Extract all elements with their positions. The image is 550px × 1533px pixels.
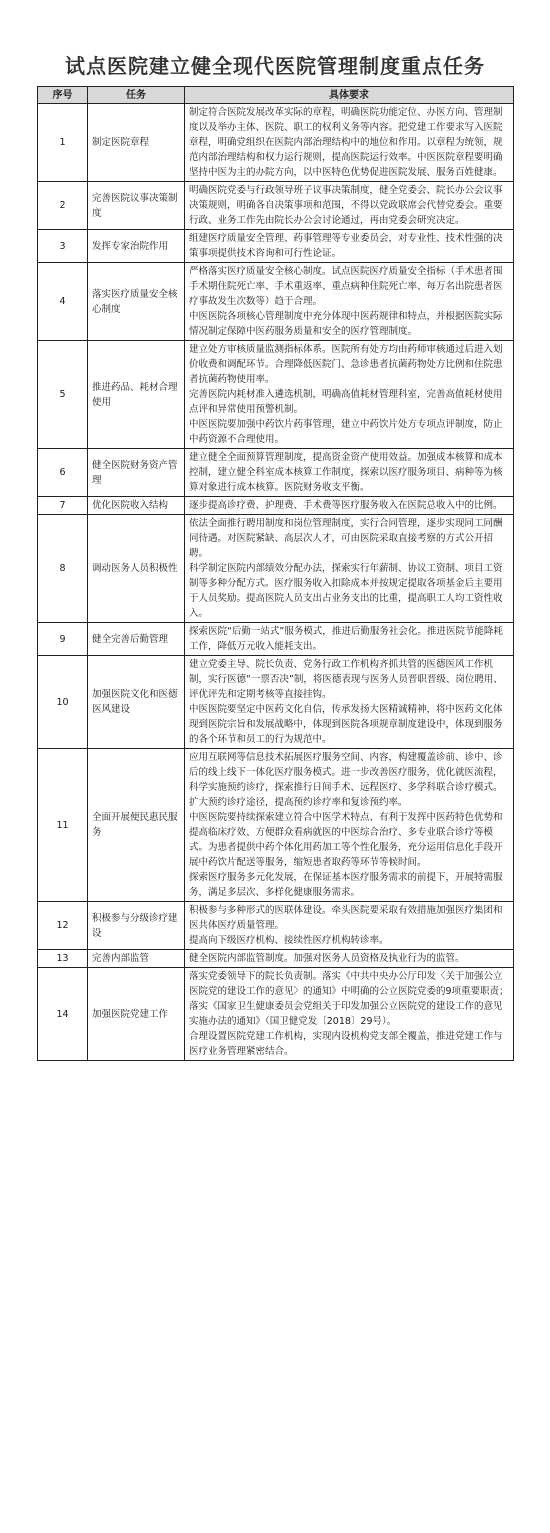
task-requirement — [185, 104, 514, 182]
table-row — [38, 104, 514, 182]
task-name: 完善内部监管 — [88, 950, 185, 968]
document-title: 试点医院建立健全现代医院管理制度重点任务 — [65, 54, 485, 78]
task-name: 健全完善后勤管理 — [88, 623, 185, 656]
requirement-paragraph: 探索医院“后勤一站式”服务模式，推进后勤服务社会化。推进医院节能降耗工作，降低万元收入能耗支出。 — [189, 626, 503, 652]
requirement-paragraph: 建立处方审核质量监测指标体系。医院所有处方均由药师审核通过后进入划价收费和调配环节。合理降低医院门、急诊患者抗菌药物处方比例和住院患者抗菌药物使用率。 — [189, 344, 503, 385]
table-header-row — [38, 87, 514, 104]
row-number: 14 — [38, 968, 88, 1061]
task-requirement — [185, 449, 514, 497]
task-requirement — [185, 749, 514, 902]
requirement-paragraph: 合理设置医院党建工作机构，实现内设机构党支部全覆盖，推进党建工作与医疗业务管理紧密结合。 — [189, 1031, 503, 1057]
task-name: 加强医院文化和医德医风建设 — [88, 656, 185, 749]
task-name: 推进药品、耗材合理使用 — [88, 341, 185, 449]
requirement-paragraph: 落实党委领导下的院长负责制。落实《中共中央办公厅印发〈关于加强公立医院党的建设工作的意见〉的通知》中明确的公立医院党委的9项重要职责；落实《国家卫生健康委员会党组关于印发加强公立医院党的建设工作的意见实施办法的通知》（国卫健党发〔2018〕29号）。 — [189, 971, 509, 1027]
header-no: 序号 — [38, 87, 88, 104]
requirement-paragraph: 提高向下级医疗机构、接续性医疗机构转诊率。 — [189, 935, 389, 946]
requirement-paragraph: 应用互联网等信息技术拓展医疗服务空间、内容，构建覆盖诊前、诊中、诊后的线上线下一体化医疗服务模式。进一步改善医疗服务，优化就医流程，科学实施预约诊疗，探索推行日间手术、远程医疗、多学科联合诊疗模式。扩大预约诊疗途径，提高预约诊疗率和复诊预约率。 — [189, 752, 503, 808]
requirement-paragraph: 明确医院党委与行政领导班子议事决策制度，健全党委会、院长办公会议事决策规则，明确各自决策事项和范围，不得以党政联席会代替党委会。重要行政、业务工作先由院长办公会讨论通过，再由党委会研究决定。 — [189, 185, 503, 226]
task-name: 制定医院章程 — [88, 104, 185, 182]
requirement-paragraph: 建立党委主导、院长负责、党务行政工作机构齐抓共管的医德医风工作机制，实行医德“一票否决”制，将医德表现与医务人员晋职晋级、岗位聘用、评优评先和定期考核等直接挂钩。 — [189, 659, 503, 700]
table-body — [38, 104, 514, 1061]
requirement-paragraph: 严格落实医疗质量安全核心制度。试点医院医疗质量安全指标（手术患者围手术期住院死亡率、手术重返率、重点病种住院死亡率、每万名出院患者医疗事故发生次数等）趋于合理。 — [189, 266, 503, 307]
table-row — [38, 182, 514, 230]
table-row — [38, 449, 514, 497]
task-requirement — [185, 902, 514, 950]
table-row — [38, 950, 514, 968]
task-requirement — [185, 950, 514, 968]
table-row — [38, 263, 514, 341]
requirement-paragraph: 探索医疗服务多元化发展，在保证基本医疗服务需求的前提下，开展特需服务，满足多层次、多样化健康服务需求。 — [189, 872, 503, 898]
task-requirement — [185, 968, 514, 1061]
row-number: 12 — [38, 902, 88, 950]
row-number: 1 — [38, 104, 88, 182]
table-row — [38, 497, 514, 515]
requirement-paragraph: 科学制定医院内部绩效分配办法，探索实行年薪制、协议工资制、项目工资制等多种分配方式。医疗服务收入扣除成本并按规定提取各项基金后主要用于人员奖励。提高医院人员支出占业务支出的比重，提高职工人均工资性收入。 — [189, 563, 503, 619]
requirement-paragraph: 积极参与多种形式的医联体建设。牵头医院要采取有效措施加强医疗集团和医共体医疗质量管理。 — [189, 905, 503, 931]
requirement-paragraph: 逐步提高诊疗费、护理费、手术费等医疗服务收入在医院总收入中的比例。 — [189, 500, 503, 511]
requirement-paragraph: 完善医院内耗材准入遴选机制，明确高值耗材管理科室，完善高值耗材使用点评和异常使用预警机制。 — [189, 389, 503, 415]
task-requirement — [185, 656, 514, 749]
header-requirement: 具体要求 — [185, 87, 514, 104]
task-requirement — [185, 230, 514, 263]
requirement-paragraph: 中医医院要加强中药饮片药事管理，建立中药饮片处方专项点评制度，防止中药资源不合理使用。 — [189, 419, 503, 445]
row-number: 4 — [38, 263, 88, 341]
requirement-paragraph: 中医医院各项核心管理制度中充分体现中医药规律和特点，并根据医院实际情况制定保障中医药服务质量和安全的医疗管理制度。 — [189, 311, 503, 337]
row-number: 3 — [38, 230, 88, 263]
requirement-paragraph: 建立健全全面预算管理制度，提高资金资产使用效益。加强成本核算和成本控制，建立健全科室成本核算工作制度，探索以医疗服务项目、病种等为核算对象进行成本核算。医院财务收支平衡。 — [189, 452, 503, 493]
row-number: 10 — [38, 656, 88, 749]
task-requirement — [185, 182, 514, 230]
row-number: 8 — [38, 515, 88, 623]
row-number: 6 — [38, 449, 88, 497]
task-requirement — [185, 623, 514, 656]
task-name: 调动医务人员积极性 — [88, 515, 185, 623]
task-requirement — [185, 341, 514, 449]
requirement-paragraph: 依法全面推行聘用制度和岗位管理制度，实行合同管理，逐步实现同工同酬同待遇。对医院紧缺、高层次人才，可由医院采取直接考察的方式公开招聘。 — [189, 518, 503, 559]
task-name: 加强医院党建工作 — [88, 968, 185, 1061]
row-number: 7 — [38, 497, 88, 515]
requirement-paragraph: 中医医院要持续探索建立符合中医学术特点、有利于发挥中医药特色优势和提高临床疗效、方便群众看病就医的中医综合治疗、多专业联合诊疗等模式。为患者提供中药个体化用药加工等个性化服务，充分运用信息化手段开展中药饮片配送等服务，缩短患者取药等环节等候时间。 — [189, 812, 503, 868]
row-number: 5 — [38, 341, 88, 449]
table-row — [38, 902, 514, 950]
requirement-paragraph: 中医医院要坚定中医药文化自信，传承发扬大医精诚精神，将中医药文化体现到医院宗旨和发展战略中，体现到医院各项规章制度建设中，体现到服务的各个环节和员工的行为规范中。 — [189, 704, 503, 745]
header-task: 任务 — [88, 87, 185, 104]
task-table — [37, 86, 514, 1061]
task-name: 发挥专家治院作用 — [88, 230, 185, 263]
task-requirement — [185, 263, 514, 341]
row-number: 11 — [38, 749, 88, 902]
requirement-paragraph: 制定符合医院发展改革实际的章程，明确医院功能定位、办医方向、管理制度以及举办主体、医院、职工的权利义务等内容。把党建工作要求写入医院章程，明确党组织在医院内部治理结构中的地位和作用。以章程为统领，规范内部治理结构和权力运行规则，提高医院运行效率。中医医院章程要明确坚持中医为主的办院方向，以中医特色优势促进医院发展、服务百姓健康。 — [189, 107, 503, 178]
task-name: 优化医院收入结构 — [88, 497, 185, 515]
table-row — [38, 623, 514, 656]
table-row — [38, 341, 514, 449]
row-number: 13 — [38, 950, 88, 968]
task-requirement — [185, 515, 514, 623]
table-row — [38, 230, 514, 263]
task-name: 落实医疗质量安全核心制度 — [88, 263, 185, 341]
row-number: 2 — [38, 182, 88, 230]
task-name: 完善医院议事决策制度 — [88, 182, 185, 230]
table-row — [38, 515, 514, 623]
task-name: 积极参与分级诊疗建设 — [88, 902, 185, 950]
task-name: 健全医院财务资产管理 — [88, 449, 185, 497]
table-row — [38, 749, 514, 902]
requirement-paragraph: 组建医疗质量安全管理、药事管理等专业委员会，对专业性、技术性强的决策事项提供技术咨询和可行性论证。 — [189, 233, 503, 259]
table-row — [38, 656, 514, 749]
task-requirement — [185, 497, 514, 515]
table-row — [38, 968, 514, 1061]
requirement-paragraph: 健全医院内部监管制度。加强对医务人员资格及执业行为的监管。 — [189, 953, 465, 964]
row-number: 9 — [38, 623, 88, 656]
task-name: 全面开展便民惠民服务 — [88, 749, 185, 902]
